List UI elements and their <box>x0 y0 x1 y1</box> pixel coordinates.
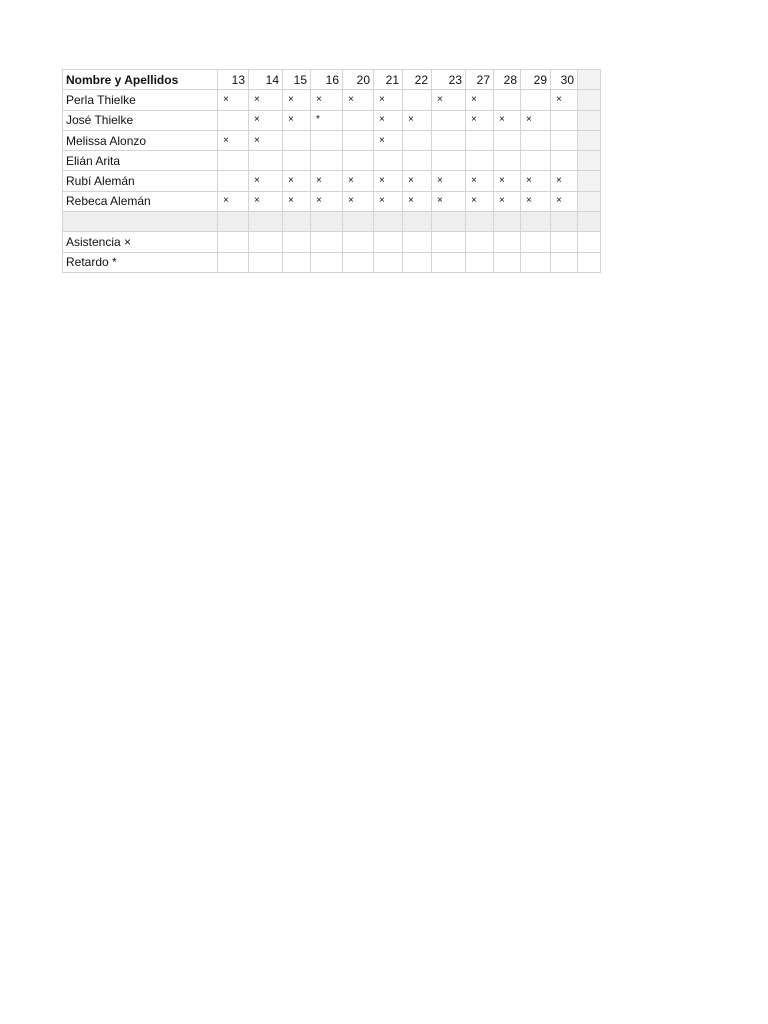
attendance-mark: × <box>283 90 311 110</box>
student-name: Elián Arita <box>63 151 218 171</box>
legend-row-late <box>63 252 601 272</box>
attendance-mark: × <box>521 191 551 211</box>
attendance-mark: × <box>551 90 578 110</box>
attendance-mark: × <box>374 130 403 150</box>
legend-label: Asistencia × <box>63 232 218 252</box>
empty-cell <box>432 252 466 272</box>
attendance-mark: × <box>283 110 311 130</box>
day-header: 28 <box>494 70 521 90</box>
empty-cell <box>551 232 578 252</box>
empty-cell <box>578 151 601 171</box>
attendance-mark: × <box>494 191 521 211</box>
day-header: 29 <box>521 70 551 90</box>
attendance-mark: × <box>249 130 283 150</box>
attendance-mark <box>311 130 343 150</box>
day-header: 14 <box>249 70 283 90</box>
attendance-mark: × <box>283 191 311 211</box>
attendance-mark <box>432 110 466 130</box>
empty-cell <box>466 212 494 232</box>
attendance-mark: × <box>249 90 283 110</box>
attendance-mark: × <box>283 171 311 191</box>
empty-cell <box>218 212 249 232</box>
attendance-mark <box>343 130 374 150</box>
day-header: 21 <box>374 70 403 90</box>
empty-cell <box>403 252 432 272</box>
attendance-mark: × <box>374 171 403 191</box>
attendance-mark <box>432 151 466 171</box>
student-row <box>63 110 601 130</box>
empty-cell <box>578 212 601 232</box>
empty-cell <box>494 252 521 272</box>
empty-cell <box>466 232 494 252</box>
attendance-mark <box>218 171 249 191</box>
attendance-mark <box>343 110 374 130</box>
attendance-mark: × <box>551 191 578 211</box>
attendance-mark: × <box>374 90 403 110</box>
attendance-mark: × <box>403 191 432 211</box>
attendance-mark: × <box>311 191 343 211</box>
attendance-mark: × <box>432 171 466 191</box>
attendance-mark: × <box>249 110 283 130</box>
attendance-mark: × <box>311 171 343 191</box>
attendance-mark <box>551 130 578 150</box>
student-name: Perla Thielke <box>63 90 218 110</box>
attendance-mark: × <box>218 90 249 110</box>
attendance-mark <box>403 151 432 171</box>
attendance-mark <box>218 110 249 130</box>
attendance-mark: × <box>218 191 249 211</box>
empty-cell <box>403 212 432 232</box>
empty-cell <box>311 252 343 272</box>
day-header: 20 <box>343 70 374 90</box>
day-header: 22 <box>403 70 432 90</box>
attendance-mark: × <box>521 171 551 191</box>
empty-cell <box>283 232 311 252</box>
attendance-mark <box>521 151 551 171</box>
empty-cell <box>521 252 551 272</box>
empty-cell <box>218 252 249 272</box>
attendance-mark <box>494 90 521 110</box>
empty-cell <box>578 130 601 150</box>
empty-cell <box>374 212 403 232</box>
attendance-mark <box>466 130 494 150</box>
name-column-header: Nombre y Apellidos <box>63 70 218 90</box>
empty-cell <box>432 212 466 232</box>
attendance-mark <box>466 151 494 171</box>
attendance-mark <box>403 90 432 110</box>
empty-cell <box>494 232 521 252</box>
attendance-mark: × <box>343 90 374 110</box>
legend-row-attendance <box>63 232 601 252</box>
attendance-mark <box>494 130 521 150</box>
day-header: 13 <box>218 70 249 90</box>
empty-cell <box>578 252 601 272</box>
attendance-mark: × <box>432 191 466 211</box>
attendance-mark <box>432 130 466 150</box>
student-row <box>63 130 601 150</box>
attendance-mark <box>521 130 551 150</box>
student-name: Melissa Alonzo <box>63 130 218 150</box>
empty-cell <box>343 232 374 252</box>
student-name: Rebeca Alemán <box>63 191 218 211</box>
empty-cell <box>403 232 432 252</box>
attendance-mark: × <box>466 90 494 110</box>
attendance-mark <box>374 151 403 171</box>
empty-cell <box>218 232 249 252</box>
attendance-mark <box>283 130 311 150</box>
empty-cell <box>343 212 374 232</box>
empty-cell <box>249 232 283 252</box>
attendance-mark: × <box>521 110 551 130</box>
empty-cell <box>521 232 551 252</box>
attendance-mark: × <box>432 90 466 110</box>
empty-cell <box>578 232 601 252</box>
empty-cell <box>374 252 403 272</box>
empty-cell <box>311 212 343 232</box>
attendance-mark <box>218 151 249 171</box>
empty-cell <box>432 232 466 252</box>
day-header: 16 <box>311 70 343 90</box>
day-header: 30 <box>551 70 578 90</box>
attendance-table-body <box>63 70 601 273</box>
empty-cell <box>521 212 551 232</box>
empty-cell <box>578 171 601 191</box>
empty-cell <box>466 252 494 272</box>
attendance-mark <box>311 151 343 171</box>
empty-cell <box>283 212 311 232</box>
day-header: 15 <box>283 70 311 90</box>
header-row <box>63 70 601 90</box>
attendance-mark: × <box>403 171 432 191</box>
student-name: José Thielke <box>63 110 218 130</box>
attendance-mark <box>343 151 374 171</box>
attendance-mark: × <box>249 171 283 191</box>
empty-cell <box>551 212 578 232</box>
attendance-mark: × <box>218 130 249 150</box>
attendance-mark: × <box>551 171 578 191</box>
attendance-mark: * <box>311 110 343 130</box>
attendance-mark <box>521 90 551 110</box>
separator-row <box>63 212 601 232</box>
attendance-mark <box>494 151 521 171</box>
attendance-mark <box>403 130 432 150</box>
attendance-mark <box>283 151 311 171</box>
attendance-mark: × <box>311 90 343 110</box>
empty-cell <box>343 252 374 272</box>
empty-cell <box>578 110 601 130</box>
attendance-mark: × <box>466 191 494 211</box>
day-header: 23 <box>432 70 466 90</box>
attendance-mark: × <box>374 110 403 130</box>
empty-cell <box>283 252 311 272</box>
empty-cell <box>249 212 283 232</box>
attendance-mark: × <box>343 191 374 211</box>
attendance-mark: × <box>343 171 374 191</box>
attendance-mark: × <box>466 171 494 191</box>
attendance-mark: × <box>374 191 403 211</box>
empty-cell <box>578 191 601 211</box>
student-row <box>63 90 601 110</box>
empty-cell <box>551 252 578 272</box>
legend-label: Retardo * <box>63 252 218 272</box>
empty-cell <box>578 70 601 90</box>
attendance-mark: × <box>494 171 521 191</box>
attendance-mark <box>249 151 283 171</box>
empty-cell <box>374 232 403 252</box>
student-row <box>63 151 601 171</box>
empty-cell <box>578 90 601 110</box>
empty-cell <box>63 212 218 232</box>
empty-cell <box>311 232 343 252</box>
student-name: Rubí Alemán <box>63 171 218 191</box>
attendance-mark: × <box>249 191 283 211</box>
attendance-mark <box>551 151 578 171</box>
student-row <box>63 171 601 191</box>
attendance-mark: × <box>494 110 521 130</box>
attendance-table <box>62 69 601 273</box>
empty-cell <box>249 252 283 272</box>
attendance-mark: × <box>466 110 494 130</box>
attendance-mark <box>551 110 578 130</box>
day-header: 27 <box>466 70 494 90</box>
attendance-mark: × <box>403 110 432 130</box>
student-row <box>63 191 601 211</box>
empty-cell <box>494 212 521 232</box>
